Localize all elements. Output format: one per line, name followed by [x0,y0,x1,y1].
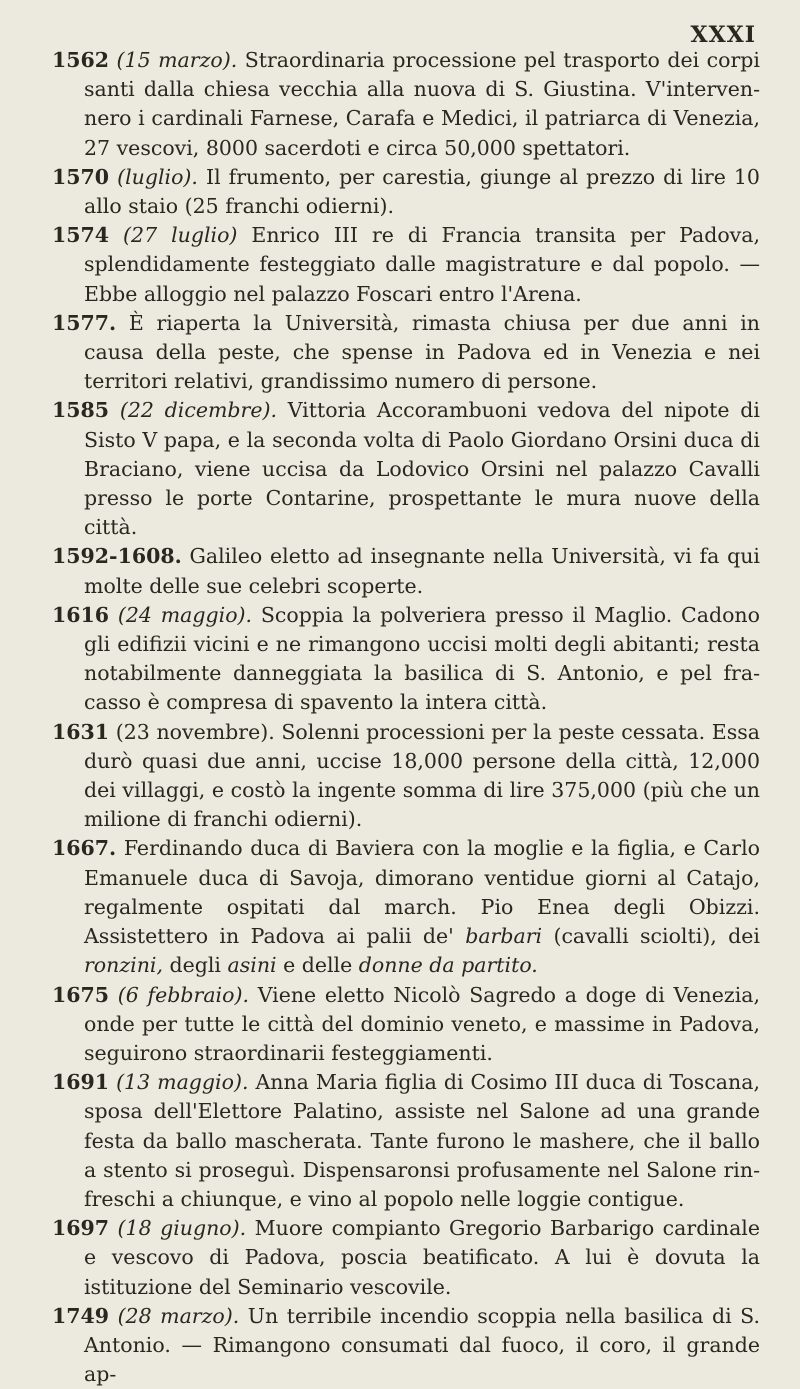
entry-1585: 1585 (22 dicembre). Vittoria Accorambuoni vedova del nipote di Sisto V papa, e la seconda volta di Paolo Giordano Orsini duca di Braciano, viene uccisa da Lodovico Orsini nel palazzo Cavalli presso le porte Contarine, prospettante le mura nuove della città. [52,398,760,540]
entry-1697: 1697 (18 giugno). Muore compianto Gregorio Barbarigo cardinale e vescovo di Padova, poscia beatificato. A lui è dovuta la istituzione del Seminario vescovile. [52,1216,760,1299]
entry-1691: 1691 (13 maggio). Anna Maria figlia di Cosimo III duca di Toscana, sposa dell'Elettore Palatino, assiste nel Salone ad una grande festa da ballo mascherata. Tante furono le mashere, che il ballo a stento si proseguì. Dispensaronsi profusamente nel Salone rinfreschi a chiunque, e vino al popolo nelle loggie contigue. [52,1070,760,1211]
page-number: XXXI [690,22,756,48]
entry-1577: 1577. È riaperta la Università, rimasta chiusa per due anni in causa della peste, che spense in Padova ed in Venezia e nei territori relativi, grandissimo numero di persone. [52,310,760,394]
chronology-list [52,46,760,1389]
entry-1616: 1616 (24 maggio). Scoppia la polveriera presso il Maglio. Cadono gli edifizii vicini e ne rimangono uccisi molti degli abitanti; resta notabilmente danneggiata la basilica di S. Antonio, e pel fracasso è compresa di spavento la intera città. [52,602,760,715]
entry-1562: 1562 (15 marzo). Straordinaria processione pel trasporto dei corpi santi dalla chiesa vecchia alla nuova di S. Giustina. V'intervennero i cardinali Farnese, Carafa e Medici, il patriarca di Venezia, 27 vescovi, 8000 sacerdoti e circa 50,000 spettatori. [52,48,760,160]
entry-1570: 1570 (luglio). Il frumento, per carestia, giunge al prezzo di lire 10 allo staio (25 franchi odierni). [52,164,760,219]
entry-1574: 1574 (27 luglio) Enrico III re di Francia transita per Padova, splendidamente festeggiato dalle magistrature e dal popolo. — Ebbe alloggio nel palazzo Foscari entro l'Arena. [52,223,760,306]
entry-1749: 1749 (28 marzo). Un terribile incendio scoppia nella basilica di S. Antonio. — Rimangono consumati dal fuoco, il coro, il grande ap- [52,1303,760,1387]
entry-1631: 1631 (23 novembre). Solenni processioni per la peste cessata. Essa durò quasi due anni, uccise 18,000 persone della città, 12,000 dei villaggi, e costò la ingente somma di lire 375,000 (più che un milione di franchi odierni). [52,719,760,832]
entry-1675: 1675 (6 febbraio). Viene eletto Nicolò Sagredo a doge di Venezia, onde per tutte le città del dominio veneto, e massime in Padova, seguirono straordinarii festeggiamenti. [52,982,760,1065]
entry-1592: 1592-1608. Galileo eletto ad insegnante nella Università, vi fa qui molte delle sue celebri scoperte. [52,544,760,598]
entry-1667: 1667. Ferdinando duca di Baviera con la moglie e la figlia, e Carlo Emanuele duca di Savoja, dimorano ventidue giorni al Catajo, regalmente ospitati dal march. Pio Enea degli Obizzi. Assistettero in Padova ai palii de' barbari (cavalli sciolti), dei ronzini, degli asini e delle donne da partito. [52,836,760,978]
